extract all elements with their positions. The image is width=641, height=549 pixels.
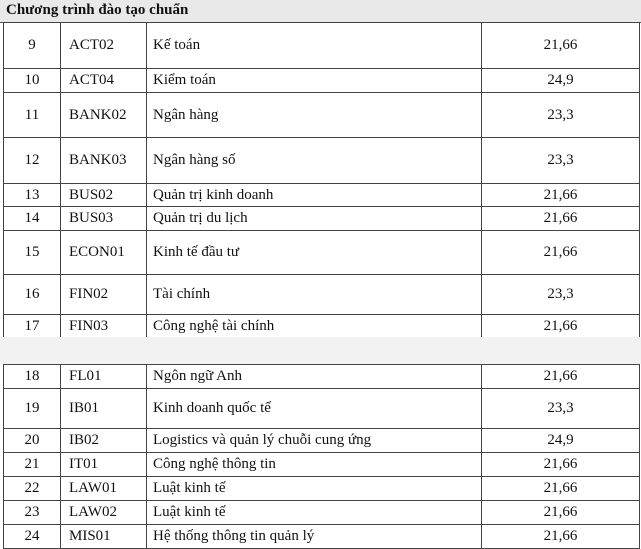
scores-table-top bbox=[3, 22, 640, 338]
cutoff-score: 21,66 bbox=[482, 184, 640, 207]
table-row bbox=[4, 501, 640, 525]
program-name: Ngôn ngữ Anh bbox=[147, 365, 482, 389]
program-name: Logistics và quản lý chuỗi cung ứng bbox=[147, 429, 482, 453]
program-code: FIN02 bbox=[61, 275, 147, 315]
table-row bbox=[4, 207, 640, 231]
cutoff-score: 24,9 bbox=[482, 69, 640, 93]
cutoff-score: 21,66 bbox=[482, 365, 640, 389]
table-row bbox=[4, 23, 640, 69]
program-name: Kinh doanh quốc tế bbox=[147, 389, 482, 429]
program-name: Ngân hàng số bbox=[147, 138, 482, 184]
table-row bbox=[4, 138, 640, 184]
row-index: 12 bbox=[4, 138, 61, 184]
section-title: Chương trình đào tạo chuẩn bbox=[6, 2, 189, 18]
cutoff-score: 21,66 bbox=[482, 207, 640, 231]
program-name: Ngân hàng bbox=[147, 93, 482, 138]
table-row bbox=[4, 389, 640, 429]
scores-table-bottom bbox=[3, 364, 640, 549]
program-name: Quản trị du lịch bbox=[147, 207, 482, 231]
row-index: 10 bbox=[4, 69, 61, 93]
program-code: IB01 bbox=[61, 389, 147, 429]
table-row bbox=[4, 365, 640, 389]
section-header bbox=[0, 0, 641, 23]
row-index: 15 bbox=[4, 231, 61, 275]
cutoff-score: 23,3 bbox=[482, 389, 640, 429]
program-name: Quản trị kinh doanh bbox=[147, 184, 482, 207]
cutoff-score: 21,66 bbox=[482, 525, 640, 549]
cutoff-score: 23,3 bbox=[482, 138, 640, 184]
table-row bbox=[4, 477, 640, 501]
cutoff-score: 21,66 bbox=[482, 315, 640, 338]
program-code: ECON01 bbox=[61, 231, 147, 275]
row-index: 21 bbox=[4, 453, 61, 477]
cutoff-score: 21,66 bbox=[482, 231, 640, 275]
cutoff-score: 21,66 bbox=[482, 501, 640, 525]
table-row bbox=[4, 184, 640, 207]
table-row bbox=[4, 429, 640, 453]
table-row bbox=[4, 525, 640, 549]
program-name: Công nghệ tài chính bbox=[147, 315, 482, 338]
program-code: LAW01 bbox=[61, 477, 147, 501]
program-code: MIS01 bbox=[61, 525, 147, 549]
program-name: Kinh tế đầu tư bbox=[147, 231, 482, 275]
cutoff-score: 23,3 bbox=[482, 93, 640, 138]
table-row bbox=[4, 453, 640, 477]
program-name: Công nghệ thông tin bbox=[147, 453, 482, 477]
row-index: 13 bbox=[4, 184, 61, 207]
program-code: BANK03 bbox=[61, 138, 147, 184]
program-name: Kế toán bbox=[147, 23, 482, 69]
program-code: BUS03 bbox=[61, 207, 147, 231]
program-name: Luật kinh tế bbox=[147, 501, 482, 525]
table-row bbox=[4, 275, 640, 315]
row-index: 24 bbox=[4, 525, 61, 549]
program-code: BANK02 bbox=[61, 93, 147, 138]
program-name: Kiểm toán bbox=[147, 69, 482, 93]
row-index: 16 bbox=[4, 275, 61, 315]
program-code: LAW02 bbox=[61, 501, 147, 525]
row-index: 11 bbox=[4, 93, 61, 138]
table-row bbox=[4, 69, 640, 93]
page-gap bbox=[0, 337, 641, 364]
row-index: 19 bbox=[4, 389, 61, 429]
program-name: Luật kinh tế bbox=[147, 477, 482, 501]
table-row bbox=[4, 231, 640, 275]
program-name: Tài chính bbox=[147, 275, 482, 315]
cutoff-score: 21,66 bbox=[482, 477, 640, 501]
row-index: 20 bbox=[4, 429, 61, 453]
row-index: 14 bbox=[4, 207, 61, 231]
table-row bbox=[4, 93, 640, 138]
program-code: IT01 bbox=[61, 453, 147, 477]
row-index: 17 bbox=[4, 315, 61, 338]
row-index: 9 bbox=[4, 23, 61, 69]
cutoff-score: 23,3 bbox=[482, 275, 640, 315]
row-index: 22 bbox=[4, 477, 61, 501]
program-code: IB02 bbox=[61, 429, 147, 453]
program-code: BUS02 bbox=[61, 184, 147, 207]
program-code: ACT04 bbox=[61, 69, 147, 93]
program-name: Hệ thống thông tin quản lý bbox=[147, 525, 482, 549]
row-index: 23 bbox=[4, 501, 61, 525]
cutoff-score: 21,66 bbox=[482, 23, 640, 69]
cutoff-score: 21,66 bbox=[482, 453, 640, 477]
program-code: FL01 bbox=[61, 365, 147, 389]
row-index: 18 bbox=[4, 365, 61, 389]
table-row bbox=[4, 315, 640, 338]
program-code: ACT02 bbox=[61, 23, 147, 69]
cutoff-score: 24,9 bbox=[482, 429, 640, 453]
program-code: FIN03 bbox=[61, 315, 147, 338]
